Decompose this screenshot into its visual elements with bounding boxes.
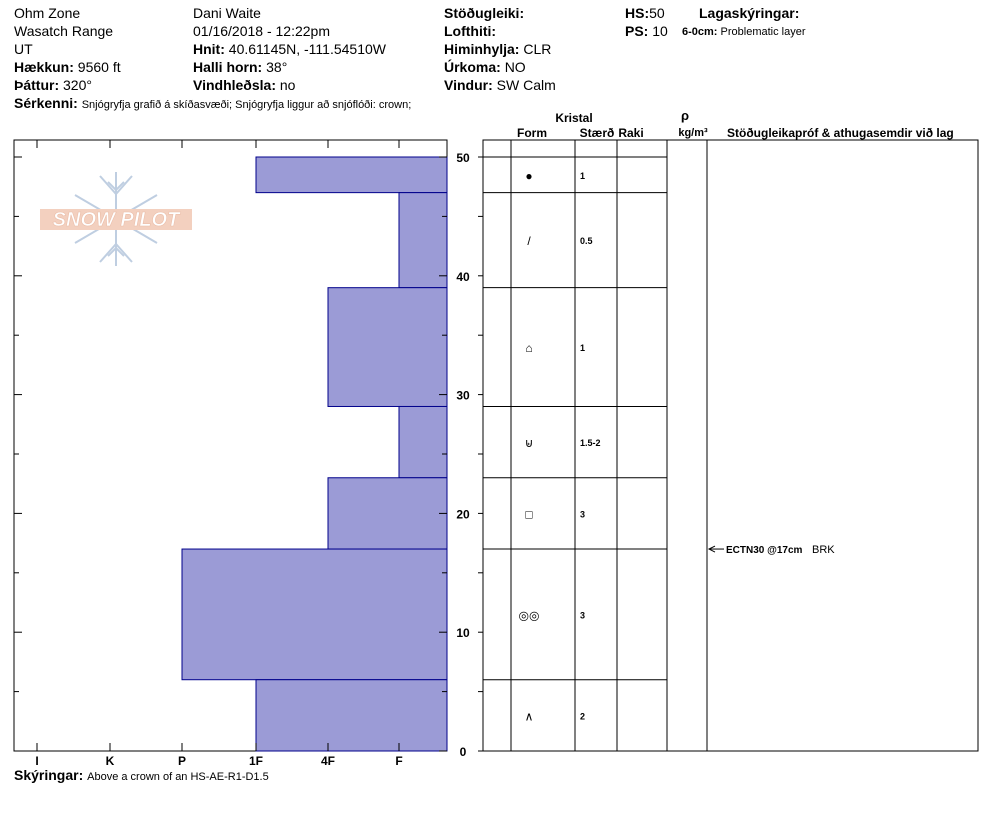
- observer: Dani Waite: [193, 5, 261, 21]
- location: Ohm Zone: [14, 5, 81, 21]
- crystal-size-4: 3: [580, 509, 586, 520]
- hardness-bar-0: [256, 157, 447, 193]
- y-tick-label-50: 50: [456, 151, 470, 165]
- ps-value: 10: [652, 23, 668, 39]
- x-tick-label-P: P: [177, 754, 187, 768]
- elevation-value: 9560 ft: [77, 59, 121, 75]
- x-tick-label-1F: 1F: [248, 754, 264, 768]
- x-tick-label-I: I: [35, 754, 39, 768]
- aspect-value: 320°: [63, 77, 92, 93]
- sky-label: Himinhylja:: [444, 41, 520, 57]
- density-symbol: ρ: [680, 108, 690, 123]
- crystal-form-2: ⌂: [525, 341, 533, 356]
- air-temp-label: Lofthiti:: [444, 23, 497, 39]
- hardness-bar-6: [256, 680, 447, 751]
- crystal-header: Kristal: [555, 111, 593, 125]
- layer-note-range: 6-0cm:: [682, 26, 718, 38]
- slope-value: 38°: [266, 59, 288, 75]
- crystal-size-0: 1: [580, 170, 586, 181]
- crystal-form-3: ⊌: [524, 436, 534, 451]
- crystal-form-5: ◎◎: [518, 608, 540, 623]
- crystal-size-2: 1: [580, 343, 586, 354]
- hardness-bar-5: [182, 549, 447, 680]
- crystal-size-5: 3: [580, 610, 586, 621]
- hardness-bar-1: [399, 193, 447, 288]
- datetime: 01/16/2018 - 12:22pm: [193, 23, 330, 39]
- crystal-size-3: 1.5-2: [580, 438, 601, 449]
- x-tick-label-K: K: [105, 754, 115, 768]
- notes-label: Skýringar:: [14, 767, 84, 783]
- aspect-label: Þáttur:: [14, 77, 60, 93]
- moisture-header: Raki: [618, 126, 644, 140]
- hardness-bar-4: [328, 478, 447, 549]
- state: UT: [14, 41, 33, 57]
- snowpilot-logo: [40, 172, 192, 266]
- hs-label: HS:: [625, 5, 650, 21]
- x-tick-label-F: F: [395, 754, 403, 768]
- y-tick-label-30: 30: [456, 388, 470, 403]
- precip-value: NO: [504, 59, 526, 75]
- crystal-form-1: /: [527, 234, 531, 249]
- y-tick-label-20: 20: [456, 507, 470, 522]
- x-tick-label-4F: 4F: [320, 754, 336, 768]
- y-tick-label-40: 40: [456, 269, 470, 284]
- test-result-0: ECTN30 @17cm: [726, 545, 803, 557]
- hardness-bar-2: [328, 288, 447, 407]
- y-tick-label-10: 10: [456, 626, 470, 641]
- density-unit: kg/m³: [678, 127, 708, 139]
- range: Wasatch Range: [14, 23, 114, 39]
- precip-label: Úrkoma:: [444, 59, 501, 75]
- wind-value: SW Calm: [496, 77, 556, 93]
- crystal-size-1: 0.5: [580, 236, 593, 247]
- slope-label: Halli horn:: [193, 59, 263, 75]
- hardness-bar-3: [399, 406, 447, 477]
- crystal-form-0: ●: [525, 168, 533, 183]
- layer-notes-label: Lagaskýringar:: [699, 5, 800, 21]
- notes-value: Above a crown of an HS-AE-R1-D1.5: [87, 771, 269, 783]
- logo-text: SNOW PILOT: [52, 209, 180, 231]
- crystal-form-4: □: [525, 507, 533, 522]
- elevation-label: Hækkun:: [14, 59, 74, 75]
- tests-header: Stöðugleikapróf & athugasemdir við lag: [727, 126, 954, 140]
- ps-label: PS:: [625, 23, 649, 39]
- form-header: Form: [517, 126, 547, 140]
- features-value: Snjógryfja grafið á skíðasvæði; Snjógryfja liggur að snjóflóði: crown;: [81, 99, 412, 111]
- coords-value: 40.61145N, -111.54510W: [228, 41, 387, 57]
- test-note-0: BRK: [812, 544, 835, 557]
- features-label: Sérkenni:: [14, 95, 78, 111]
- coords-label: Hnit:: [193, 41, 225, 57]
- layer-note-text: Problematic layer: [720, 26, 806, 38]
- size-header: Stærð: [579, 126, 615, 140]
- wind-label: Vindur:: [444, 77, 493, 93]
- hs-value: 50: [649, 5, 665, 21]
- layer-table: [483, 140, 978, 751]
- y-tick-label-0: 0: [459, 745, 467, 759]
- sky-value: CLR: [523, 41, 552, 57]
- crystal-size-6: 2: [580, 711, 586, 722]
- wind-loading-value: no: [279, 77, 296, 93]
- stability-label: Stöðugleiki:: [444, 5, 525, 21]
- wind-loading-label: Vindhleðsla:: [193, 77, 276, 93]
- crystal-form-6: ∧: [524, 709, 534, 724]
